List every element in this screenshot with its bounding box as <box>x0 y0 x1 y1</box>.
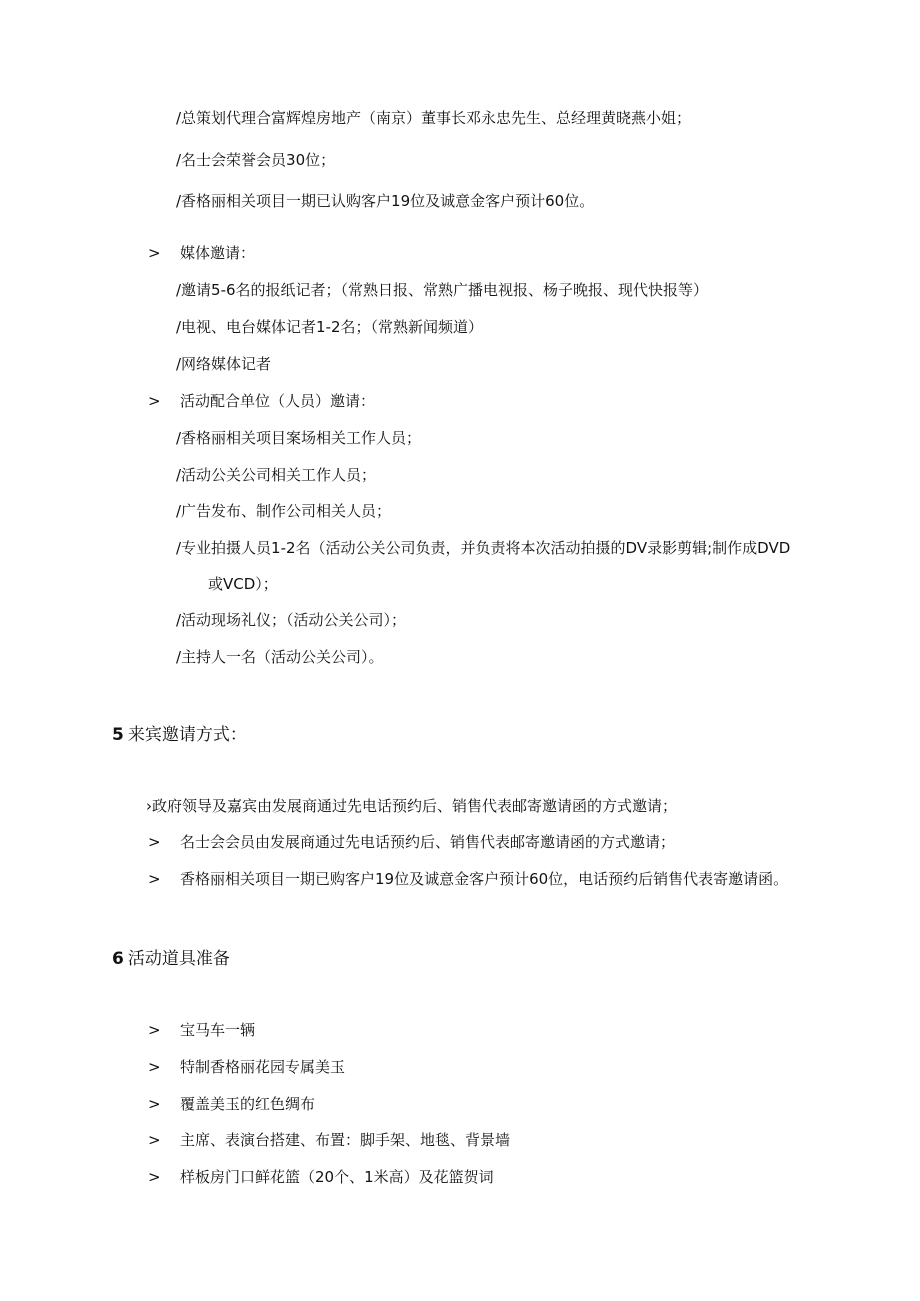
guest-line: /总策划代理合富辉煌房地产（南京）董事长邓永忠先生、总经理黄晓燕小姐； <box>176 109 692 127</box>
media-invite-item: /电视、电台媒体记者1-2名；（常熟新闻频道） <box>176 318 484 336</box>
bullet-marker: > <box>148 1131 161 1149</box>
bullet-marker: > <box>148 1021 161 1039</box>
bullet-marker: > <box>148 1058 161 1076</box>
prop-item: 特制香格丽花园专属美玉 <box>180 1058 346 1076</box>
section-heading <box>112 724 247 746</box>
media-invite-label: 媒体邀请： <box>180 244 256 262</box>
invite-method-item: 名士会会员由发展商通过先电话预约后、销售代表邮寄邀请函的方式邀请； <box>180 833 676 851</box>
bullet-marker: > <box>148 1168 161 1186</box>
invite-method-item: 香格丽相关项目一期已购客户19位及诚意金客户预计60位，电话预约后销售代表寄邀请函。 <box>180 870 789 888</box>
prop-item: 样板房门口鲜花篮（20个、1米高）及花篮贺词 <box>180 1168 494 1186</box>
bullet-marker: > <box>148 870 161 888</box>
partner-invite-item: /专业拍摄人员1-2名（活动公关公司负责，并负责将本次活动拍摄的DV录影剪辑;制作成DVD <box>176 539 791 557</box>
prop-item: 主席、表演台搭建、布置：脚手架、地毯、背景墙 <box>180 1131 511 1149</box>
partner-invite-item: /活动现场礼仪；（活动公关公司）； <box>176 611 407 629</box>
bullet-marker: > <box>148 1095 161 1113</box>
section-number: 5 <box>112 725 124 745</box>
section-title: 活动道具准备 <box>127 949 230 969</box>
partner-invite-label: 活动配合单位（人员）邀请： <box>180 392 376 410</box>
bullet-marker: > <box>148 244 161 262</box>
section-heading <box>112 948 230 970</box>
section-title: 来宾邀请方式： <box>127 725 247 745</box>
guest-line: /香格丽相关项目一期已认购客户19位及诚意金客户预计60位。 <box>176 192 595 210</box>
partner-invite-item: /活动公关公司相关工作人员； <box>176 466 377 484</box>
guest-line: /名士会荣誉会员30位； <box>176 151 336 169</box>
section-number: 6 <box>112 949 124 969</box>
partner-invite-item-continued: 或VCD）； <box>208 575 278 593</box>
prop-item: 宝马车一辆 <box>180 1021 256 1039</box>
prop-item: 覆盖美玉的红色绸布 <box>180 1095 316 1113</box>
media-invite-item: /邀请5-6名的报纸记者；（常熟日报、常熟广播电视报、杨子晚报、现代快报等） <box>176 281 709 299</box>
partner-invite-item: /香格丽相关项目案场相关工作人员； <box>176 429 422 447</box>
invite-method-item: ›政府领导及嘉宾由发展商通过先电话预约后、销售代表邮寄邀请函的方式邀请； <box>146 797 678 815</box>
partner-invite-item: /主持人一名（活动公关公司）。 <box>176 648 384 666</box>
media-invite-item: /网络媒体记者 <box>176 355 272 373</box>
bullet-marker: > <box>148 833 161 851</box>
bullet-marker: > <box>148 392 161 410</box>
partner-invite-item: /广告发布、制作公司相关人员； <box>176 502 392 520</box>
